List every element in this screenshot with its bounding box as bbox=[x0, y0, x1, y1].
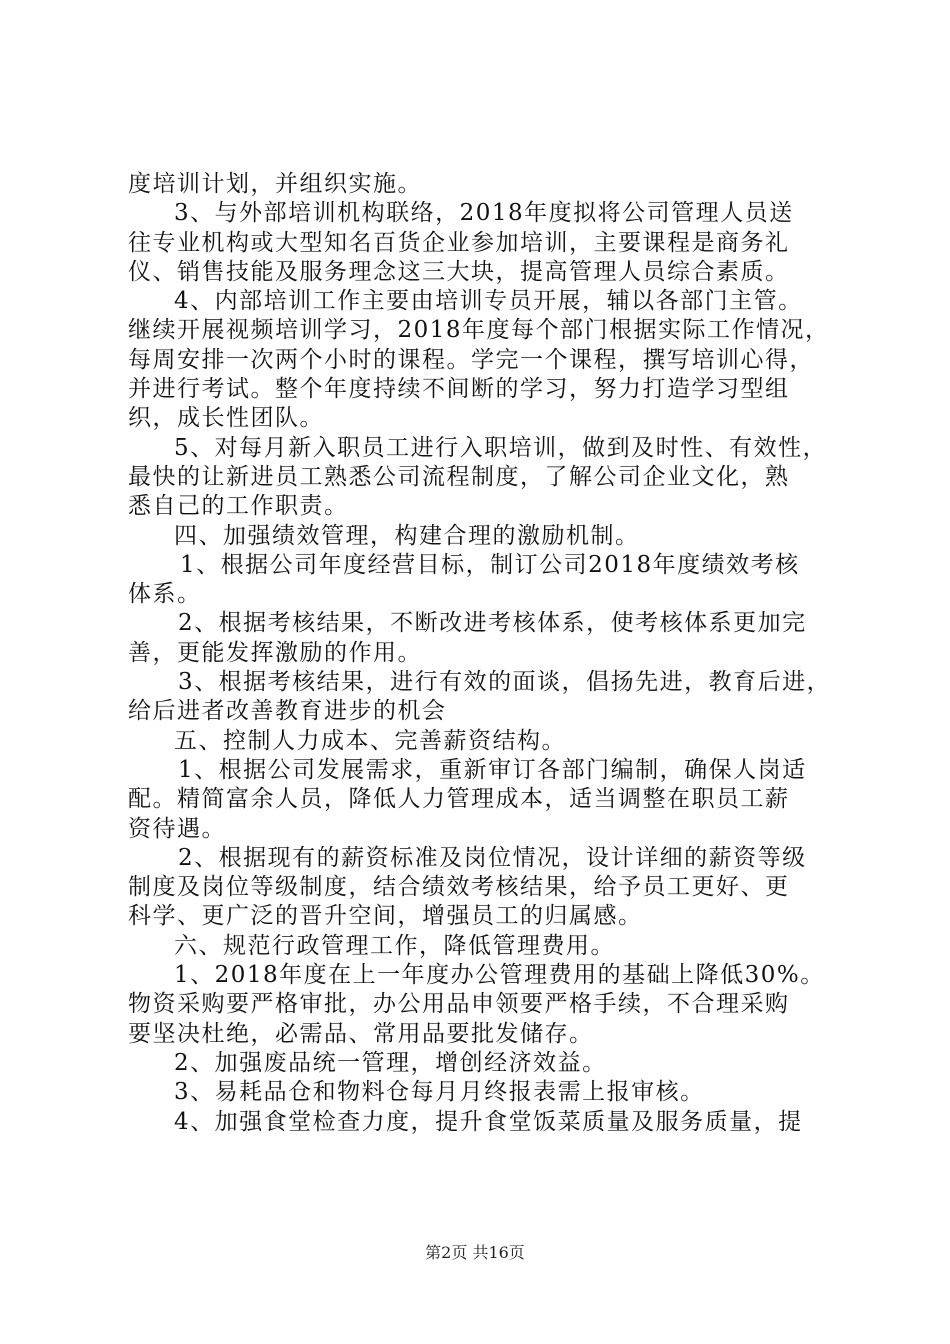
text-line: 科学、更广泛的晋升空间，增强员工的归属感。 bbox=[128, 903, 643, 930]
text-line: 5、对每月新入职员工进行入职培训，做到及时性、有效性， bbox=[174, 434, 828, 461]
text-line: 4、内部培训工作主要由培训专员开展，辅以各部门主管。 bbox=[174, 288, 803, 315]
section-heading: 六、规范行政管理工作，降低管理费用。 bbox=[174, 932, 615, 959]
text-line: 3、根据考核结果，进行有效的面谈，倡扬先进，教育后进， bbox=[178, 669, 832, 696]
text-line: 1、根据公司年度经营目标，制订公司2018年度绩效考核 bbox=[180, 551, 800, 578]
text-line: 仪、销售技能及服务理念这三大块，提高管理人员综合素质。 bbox=[128, 258, 790, 285]
text-line: 给后进者改善教育进步的机会 bbox=[128, 698, 447, 725]
text-line: 资待遇。 bbox=[128, 815, 226, 842]
text-line: 1、根据公司发展需求，重新审订各部门编制，确保人岗适 bbox=[178, 756, 807, 783]
text-line: 度培训计划，并组织实施。 bbox=[128, 171, 422, 197]
text-line: 4、加强食堂检查力度，提升食堂饭菜质量及服务质量，提 bbox=[174, 1108, 803, 1135]
text-line: 2、根据考核结果，不断改进考核体系，使考核体系更加完 bbox=[178, 610, 807, 637]
text-line: 2、根据现有的薪资标准及岗位情况，设计详细的薪资等级 bbox=[178, 844, 807, 871]
section-heading: 四、加强绩效管理，构建合理的激励机制。 bbox=[174, 522, 640, 549]
text-line: 制度及岗位等级制度，结合绩效考核结果，给予员工更好、更 bbox=[128, 874, 790, 901]
text-line: 善，更能发挥激励的作用。 bbox=[128, 639, 422, 666]
text-line: 往专业机构或大型知名百货企业参加培训，主要课程是商务礼 bbox=[128, 229, 790, 256]
text-line: 并进行考试。整个年度持续不间断的学习，努力打造学习型组 bbox=[128, 376, 790, 403]
text-line: 3、与外部培训机构联络，2018年度拟将公司管理人员送 bbox=[174, 200, 794, 227]
page-footer: 第2页 共16页 bbox=[425, 1243, 525, 1262]
text-line: 1、2018年度在上一年度办公管理费用的基础上降低30%。 bbox=[174, 962, 825, 989]
text-line: 2、加强废品统一管理，增创经济效益。 bbox=[174, 1049, 607, 1076]
text-line: 配。精简富余人员，降低人力管理成本，适当调整在职员工薪 bbox=[128, 786, 790, 813]
text-line: 3、易耗品仓和物料仓每月月终报表需上报审核。 bbox=[174, 1079, 705, 1106]
text-line: 最快的让新进员工熟悉公司流程制度，了解公司企业文化，熟 bbox=[128, 463, 790, 490]
text-line: 每周安排一次两个小时的课程。学完一个课程，撰写培训心得， bbox=[128, 346, 814, 373]
text-line: 织，成长性团队。 bbox=[128, 405, 324, 432]
document-body bbox=[128, 170, 838, 1137]
section-heading: 五、控制人力成本、完善薪资结构。 bbox=[174, 727, 566, 754]
text-line: 要坚决杜绝，必需品、常用品要批发储存。 bbox=[128, 1020, 594, 1047]
text-line: 悉自己的工作职责。 bbox=[128, 493, 349, 520]
text-line: 继续开展视频培训学习，2018年度每个部门根据实际工作情况， bbox=[128, 317, 830, 344]
text-line: 物资采购要严格审批，办公用品申领要严格手续，不合理采购 bbox=[128, 991, 790, 1018]
text-line: 体系。 bbox=[128, 581, 202, 608]
